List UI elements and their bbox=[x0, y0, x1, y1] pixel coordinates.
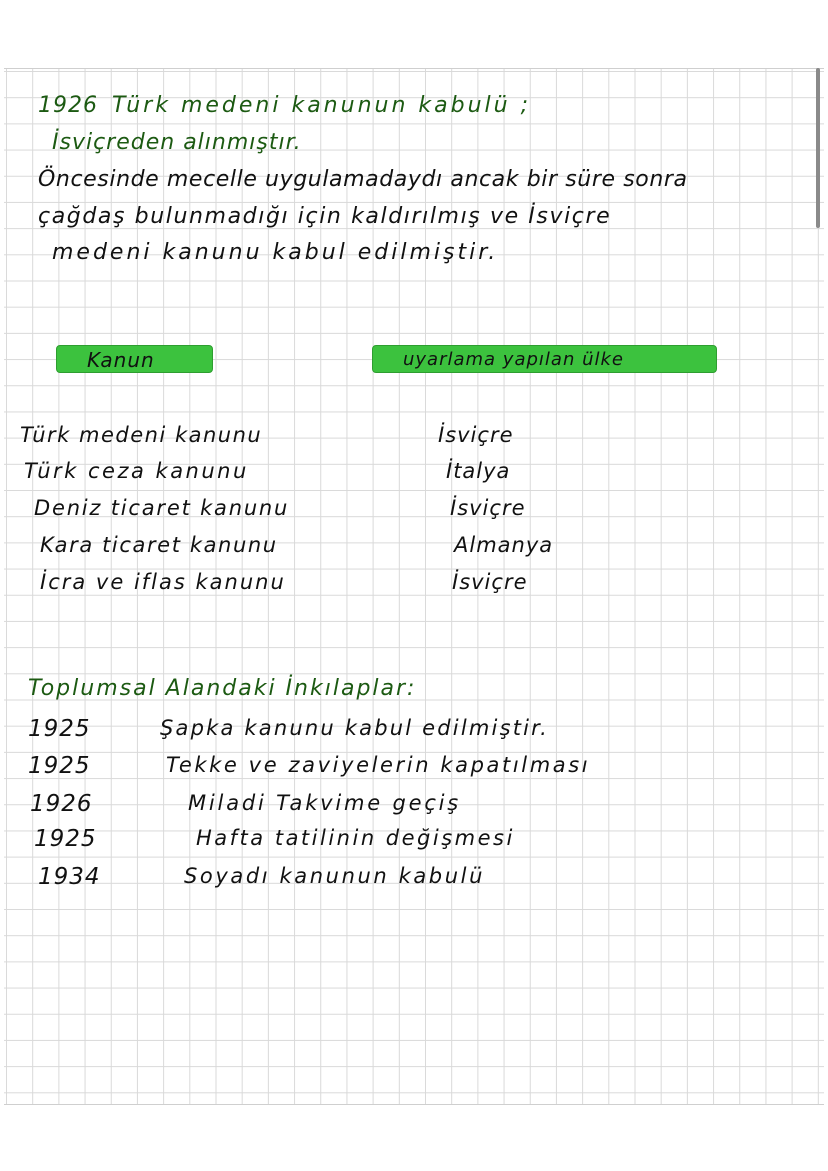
country-row-5: İsviçre bbox=[452, 570, 528, 594]
intro-line-2: İsviçreden alınmıştır. bbox=[52, 130, 302, 155]
reform-year-2: 1925 bbox=[28, 753, 91, 779]
intro-line-3: Öncesinde mecelle uygulamadaydı ancak bir süre sonra bbox=[38, 167, 688, 192]
country-row-1: İsviçre bbox=[438, 423, 514, 447]
law-row-4: Kara ticaret kanunu bbox=[40, 533, 278, 557]
scrollbar[interactable] bbox=[816, 68, 820, 228]
law-row-5: İcra ve iflas kanunu bbox=[40, 570, 286, 594]
reform-year-5: 1934 bbox=[38, 864, 101, 890]
header-kanun: Kanun bbox=[56, 345, 213, 373]
country-row-4: Almanya bbox=[454, 533, 554, 557]
country-row-2: İtalya bbox=[446, 459, 511, 483]
reform-text-2: Tekke ve zaviyelerin kapatılması bbox=[166, 753, 591, 777]
reform-year-4: 1925 bbox=[34, 826, 97, 852]
reform-year-1: 1925 bbox=[28, 716, 91, 742]
reform-text-1: Şapka kanunu kabul edilmiştir. bbox=[160, 716, 549, 740]
reform-text-3: Miladi Takvime geçiş bbox=[188, 791, 462, 815]
reform-text-4: Hafta tatilinin değişmesi bbox=[196, 826, 515, 850]
intro-line-1: Türk medeni kanunun kabulü ; bbox=[112, 93, 531, 118]
intro-line-5: medeni kanunu kabul edilmiştir. bbox=[52, 240, 499, 265]
intro-year: 1926 bbox=[38, 93, 98, 118]
law-row-2: Türk ceza kanunu bbox=[24, 459, 249, 483]
header-country: uyarlama yapılan ülke bbox=[372, 345, 717, 373]
law-row-3: Deniz ticaret kanunu bbox=[34, 496, 290, 520]
intro-line-4: çağdaş bulunmadığı için kaldırılmış ve İsviçre bbox=[38, 204, 612, 229]
reform-text-5: Soyadı kanunun kabulü bbox=[184, 864, 485, 888]
country-row-3: İsviçre bbox=[450, 496, 526, 520]
reforms-title: Toplumsal Alandaki İnkılaplar: bbox=[28, 676, 417, 701]
reform-year-3: 1926 bbox=[30, 791, 93, 817]
law-row-1: Türk medeni kanunu bbox=[20, 423, 263, 447]
